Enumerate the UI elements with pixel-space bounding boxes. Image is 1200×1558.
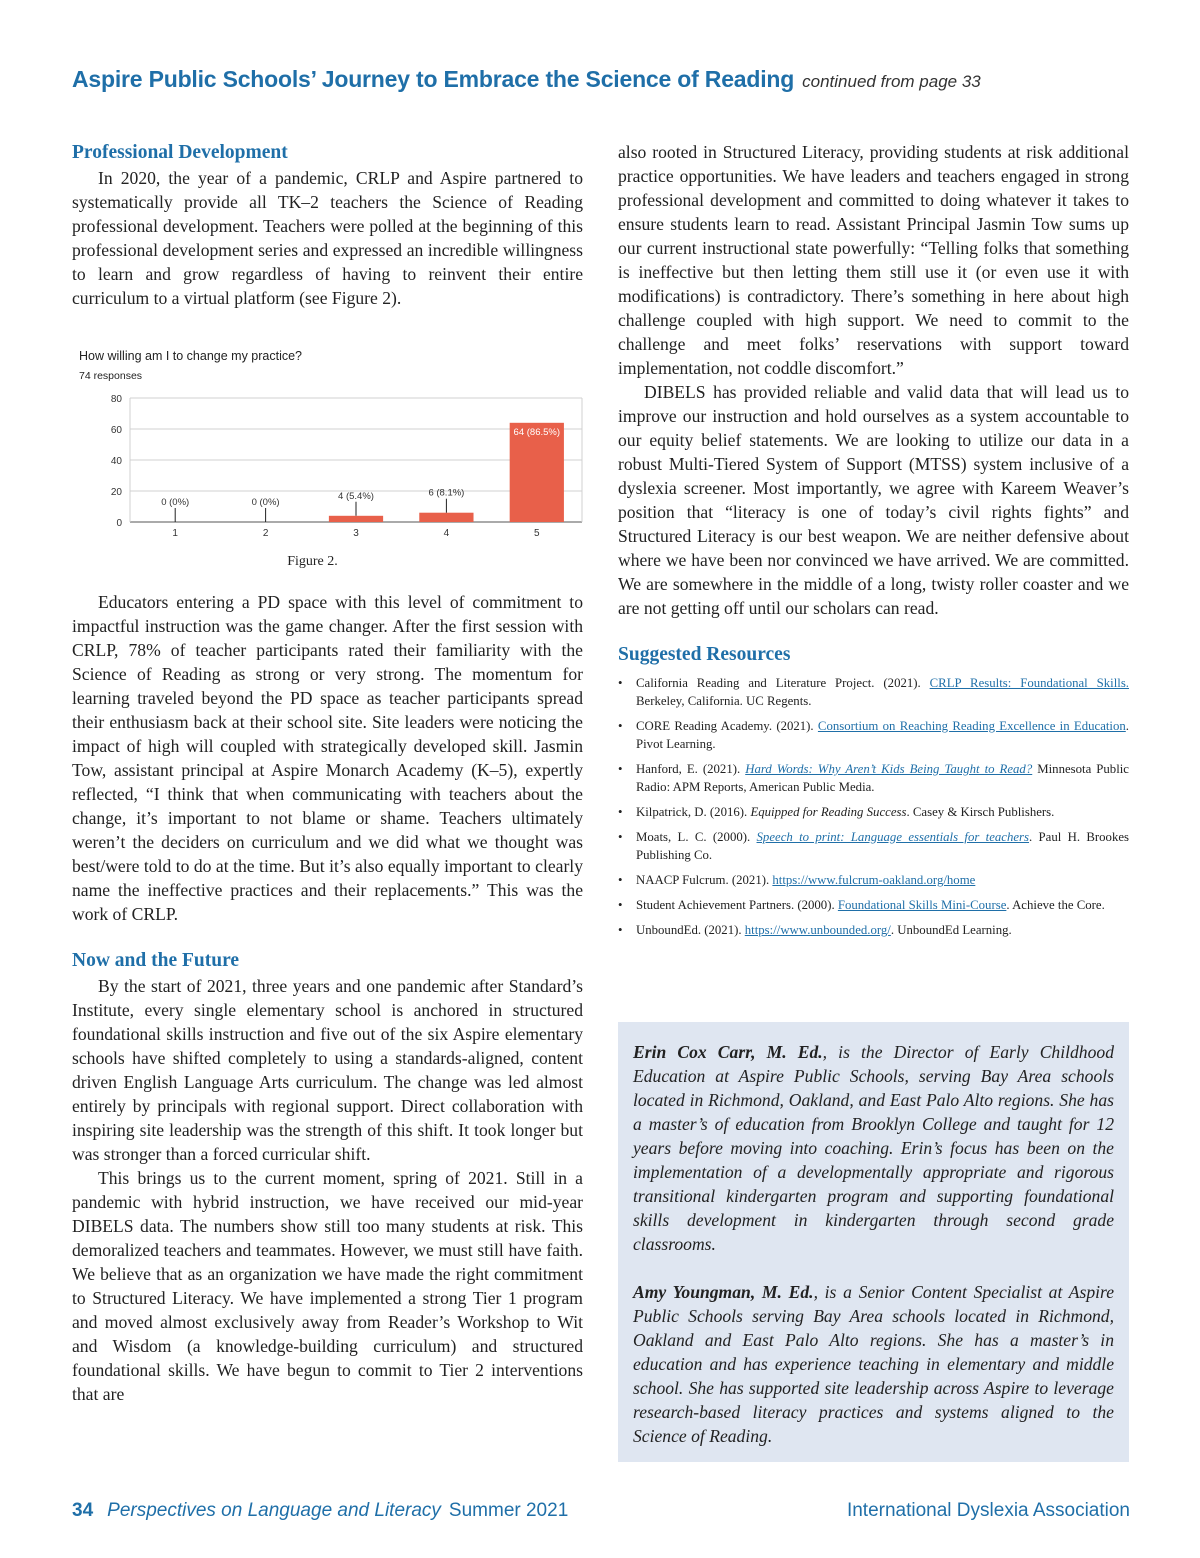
y-tick-label: 0 [116,518,122,529]
resource-item: • CORE Reading Academy. (2021). Consortium on Reaching Reading Excellence in Education. Pivot Learning. [618,717,1129,753]
bio-erin: Erin Cox Carr, M. Ed., is the Director of Early Childhood Education at Aspire Public Schools, serving Bay Area schools located in Richmond, Oakland, and East Palo Alto regions. She has a master’s of education from Brooklyn College and taught for 12 years before moving into coaching. Erin’s focus has been on the implementation of a developmentally appropriate and rigorous transitional kindergarten program and supporting foundational skills development in kindergarten through second grade classrooms. [633,1042,1114,1254]
y-tick-label: 80 [110,394,122,405]
pd-heading: Professional Development [72,142,288,163]
chart-subtitle: 74 responses [79,370,143,382]
page-footer [72,1500,1130,1522]
resource-item: • Kilpatrick, D. (2016). Equipped for Reading Success. Casey & Kirsch Publishers. [618,803,1129,821]
issue-season: Summer 2021 [448,1500,569,1521]
data-label: 4 (5.4%) [338,490,374,502]
pd-paragraph-1: In 2020, the year of a pandemic, CRLP and Aspire partnered to systematically provide all TK–2 teachers the Science of Reading professional development. Teachers were polled at the beginning of this professional development series and expressed an incredible willingness to learn and grow regardless of having to reinvent their entire curriculum to a virtual platform (see Figure 2). [72,168,583,308]
bio-amy: Amy Youngman, M. Ed., is a Senior Content Specialist at Aspire Public Schools serving Bay Area schools located in Richmond, Oakland and East Palo Alto regions. She has a master’s in education and has experience teaching in elementary and middle school. She has supported site leadership across Aspire to leverage research-based literacy practices and systems aligned to the Science of Reading. [633,1282,1115,1446]
resource-link[interactable]: Hard Words: Why Aren’t Kids Being Taught to Read? [745,762,1033,776]
bio-name: Erin Cox Carr, M. Ed. [633,1042,823,1062]
bio-name: Amy Youngman, M. Ed. [633,1282,814,1302]
future-paragraph-1: By the start of 2021, three years and one pandemic after Standard’s Institute, every single elementary school is anchored in structured foundational skills instruction and five out of the six Aspire elementary schools have shifted completely to using a standards-aligned, content driven English Language Arts curriculum. The change was led almost entirely by principals with regional support. Direct collaboration with inspiring site leadership was the strength of this shift. It took longer but was stronger than a forced curricular shift. [72,976,583,1164]
publication-name: Perspectives on Language and Literacy [107,1500,441,1521]
author-bio-box [618,1022,1129,1462]
x-tick-label: 2 [262,528,269,539]
future-heading: Now and the Future [72,950,240,971]
data-label: 0 (0%) [161,497,190,508]
y-tick-label: 60 [110,425,122,436]
bar-chart [72,342,583,552]
x-tick-label: 4 [443,528,450,539]
figure-2 [72,342,583,578]
right-paragraph-1: also rooted in Structured Literacy, providing students at risk additional practice opportunities. We have leaders and teachers engaged in strong professional development and committed to doing whatever it takes to ensure students learn to read. Assistant Principal Jasmin Tow sums up our current instructional state powerfully: “Telling folks that something is ineffective but then letting them still use it (or even use it with modifications) is contradictory. There’s something in here about high challenge coupled with high support. We need to commit to the challenge and meet folks’ reservations with support toward implementation, not coddle discomfort.” [618,142,1129,378]
future-paragraph-2: This brings us to the current moment, spring of 2021. Still in a pandemic with hybrid instruction, we have received our mid-year DIBELS data. The numbers show still too many students at risk. This demoralized teachers and teammates. However, we must still have faith. We believe that as an organization we have made the right commitment to Structured Literacy. We have implemented a strong Tier 1 program and moved almost exclusively away from Reader’s Workshop to Wit and Wisdom (a knowledge-building curriculum) and structured foundational skills. We have begun to commit to Tier 2 interventions that are [72,1168,583,1404]
organization-name: International Dyslexia Association [846,1500,1130,1521]
resource-link[interactable]: Foundational Skills Mini-Course [837,898,1007,912]
y-tick-label: 40 [110,456,122,467]
resource-item: • Moats, L. C. (2000). Speech to print: Language essentials for teachers. Paul H. Brookes Publishing Co. [618,828,1129,864]
figure-caption: Figure 2. [287,554,338,569]
page-header [72,66,1132,93]
y-tick-label: 20 [110,487,122,498]
article-title: Aspire Public Schools’ Journey to Embrace the Science of Reading [72,66,795,92]
data-label: 6 (8.1%) [428,487,465,499]
x-tick-label: 3 [353,528,359,539]
resources-list [618,674,1129,939]
resources-heading: Suggested Resources [618,644,791,665]
x-tick-label: 5 [534,528,540,539]
resource-link[interactable]: CRLP Results: Foundational Skills. [929,676,1129,690]
right-column [618,140,1129,946]
left-column [72,140,583,1406]
x-tick-label: 1 [172,528,178,539]
pd-paragraph-2: Educators entering a PD space with this level of commitment to impactful instruction was the game changer. After the first session with CRLP, 78% of teacher participants rated their familiarity with the Science of Reading as strong or very strong. The momentum for learning traveled beyond the PD space as teacher participants spread their enthusiasm back at their school site. Site leaders were noticing the impact of high will coupled with strategically developed skill. Jasmin Tow, assistant principal at Aspire Monarch Academy (K–5), expertly reflected, “I think that when communicating with teachers about the change, it’s important to not blame or shame. Teachers ultimately weren’t the deciders on curriculum and we did what we thought was best/were told to do at the time. But it’s also equally important to clearly name the ineffective practices and their replacements.” This was the work of CRLP. [72,592,583,924]
bar [419,513,473,522]
data-label: 0 (0%) [251,497,280,508]
resource-link[interactable]: https://www.fulcrum-oakland.org/home [772,873,976,887]
resource-item: • UnboundEd. (2021). https://www.unbounded.org/. UnboundEd Learning. [618,921,1129,939]
resource-item: • California Reading and Literature Project. (2021). CRLP Results: Foundational Skills. Berkeley, California. UC Regents. [618,674,1129,710]
resource-link[interactable]: Consortium on Reaching Reading Excellence in Education [817,719,1126,733]
continued-note: continued from page 33 [802,72,981,91]
resource-link[interactable]: Speech to print: Language essentials for teachers [756,830,1030,844]
data-label: 64 (86.5%) [513,426,561,438]
resource-item: • NAACP Fulcrum. (2021). https://www.fulcrum-oakland.org/home [618,871,1129,889]
resource-item: • Hanford, E. (2021). Hard Words: Why Aren’t Kids Being Taught to Read? Minnesota Public Radio: APM Reports, American Public Media. [618,760,1129,796]
resource-title: Equipped for Reading Success [750,805,907,819]
resource-link[interactable]: https://www.unbounded.org/ [744,923,891,937]
right-paragraph-2: DIBELS has provided reliable and valid data that will lead us to improve our instruction and hold ourselves as a system accountable to our equity belief statements. We are looking to utilize our data in a robust Multi-Tiered System of Support (MTSS) system inclusive of a dyslexia screener. Most importantly, we agree with Kareem Weaver’s position that “literacy is one of today’s civil rights fights” and Structured Literacy is our best weapon. We are neither defensive about where we have been nor convinced we have arrived. We are committed. We are somewhere in the middle of a long, twisty roller coaster and we are not getting off until our scholars can read. [618,382,1129,618]
bar [329,516,383,522]
chart-title: How willing am I to change my practice? [79,349,303,363]
resource-item: • Student Achievement Partners. (2000). Foundational Skills Mini-Course. Achieve the Core. [618,896,1129,914]
page-number: 34 [72,1500,94,1521]
